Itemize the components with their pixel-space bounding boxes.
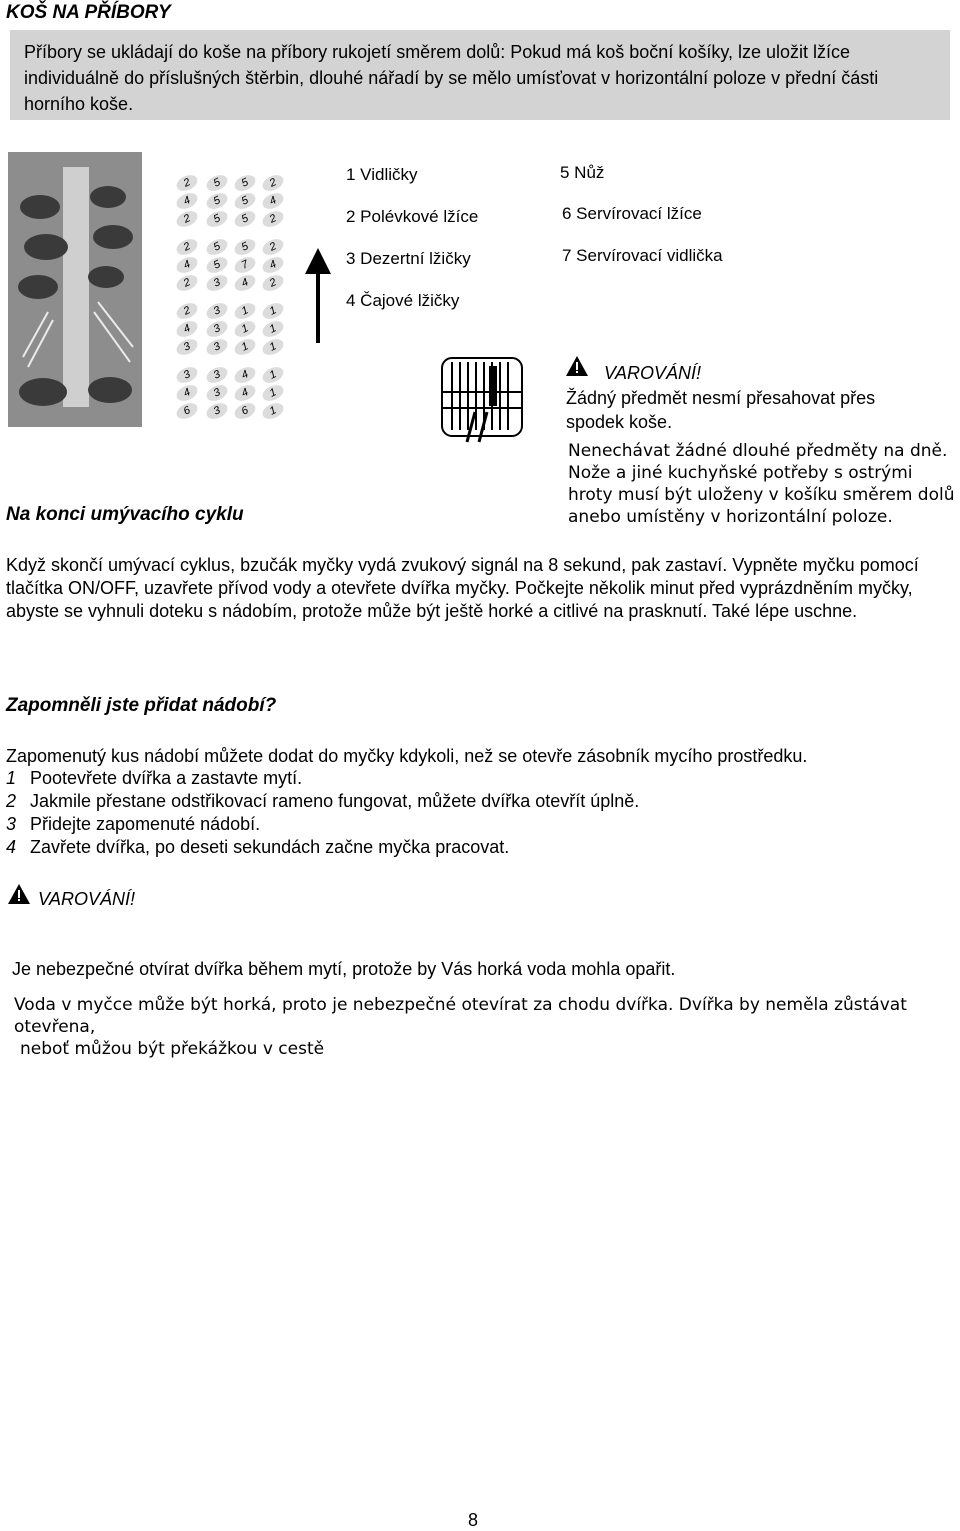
- basket-slot: 3: [204, 336, 230, 358]
- legend-item-3: 3 Dezertní lžičky: [346, 249, 471, 268]
- basket-illustration: [437, 352, 527, 444]
- cutlery-basket-photo: [8, 152, 142, 427]
- long-items-note: Nenechávat žádné dlouhé předměty na dně. Nože a jiné kuchyňské potřeby s ostrými hroty musí být uloženy v košíku směrem dolů anebo umístěny v horizontální poloze.: [568, 441, 955, 527]
- basket-slot: 5: [232, 208, 258, 230]
- basket-slot: 4: [174, 254, 200, 276]
- step-text: Přidejte zapomenuté nádobí.: [30, 814, 261, 834]
- basket-slot: 3: [204, 382, 230, 404]
- legend-item-7: 7 Servírovací vidlička: [562, 246, 723, 265]
- basket-slot: 2: [174, 236, 200, 258]
- basket-slot: 4: [174, 318, 200, 340]
- up-arrow-icon: [303, 248, 333, 343]
- basket-slot: 3: [204, 300, 230, 322]
- basket-slot: 5: [204, 254, 230, 276]
- basket-slot: 4: [232, 364, 258, 386]
- basket-slot: 3: [204, 272, 230, 294]
- step-text: Zavřete dvířka, po deseti sekundách začne myčka pracovat.: [30, 837, 510, 857]
- basket-slot: 5: [204, 190, 230, 212]
- warning-label: VAROVÁNÍ!: [604, 363, 702, 383]
- basket-slot: 5: [204, 236, 230, 258]
- basket-slot: 1: [260, 336, 286, 358]
- basket-slot: 1: [260, 382, 286, 404]
- basket-slot: 3: [204, 400, 230, 422]
- legend-item-5: 5 Nůž: [560, 163, 605, 182]
- open-door-note: [14, 994, 960, 1060]
- page-number: 8: [468, 1510, 479, 1530]
- basket-slot: 1: [260, 300, 286, 322]
- forgot-intro: Zapomenutý kus nádobí můžete dodat do myčky kdykoli, než se otevře zásobník mycího prostředku.: [6, 746, 808, 766]
- basket-slot: 1: [260, 400, 286, 422]
- basket-slot: 3: [204, 364, 230, 386]
- warning-label: VAROVÁNÍ!: [38, 889, 136, 909]
- end-cycle-heading: Na konci umývacího cyklu: [6, 504, 244, 525]
- basket-slot: 3: [174, 364, 200, 386]
- basket-slot: 6: [232, 400, 258, 422]
- basket-slot: 2: [260, 236, 286, 258]
- legend-item-1: 1 Vidličky: [346, 165, 418, 184]
- open-door-note-line: Voda v myčce může být horká, proto je nebezpečné otevírat za chodu dvířka. Dvířka by neměla zůstávat otevřena,: [14, 995, 907, 1037]
- warning-icon: [8, 884, 30, 904]
- step-item: [6, 791, 639, 812]
- basket-slot: 3: [174, 336, 200, 358]
- basket-slot: 1: [232, 318, 258, 340]
- basket-slot: 1: [232, 336, 258, 358]
- legend-item-6: 6 Servírovací lžíce: [562, 204, 702, 223]
- step-number: 3: [6, 814, 17, 834]
- basket-slot: 4: [260, 254, 286, 276]
- basket-slot: 5: [232, 190, 258, 212]
- basket-slot: 2: [174, 300, 200, 322]
- basket-slot: 4: [260, 190, 286, 212]
- warning-text: Žádný předmět nesmí přesahovat přes spodek koše.: [566, 388, 876, 432]
- basket-slot: 2: [174, 208, 200, 230]
- step-item: [6, 837, 509, 858]
- basket-slot: 4: [174, 190, 200, 212]
- open-door-note-line: neboť můžou být překážkou v cestě: [20, 1039, 325, 1059]
- legend-item-4: 4 Čajové lžičky: [346, 291, 460, 310]
- basket-slot: 2: [174, 172, 200, 194]
- legend-item-2: 2 Polévkové lžíce: [346, 207, 479, 226]
- basket-slot: 4: [232, 272, 258, 294]
- step-number: 2: [6, 791, 17, 811]
- basket-slot: 4: [232, 382, 258, 404]
- basket-slot: 2: [260, 172, 286, 194]
- step-text: Jakmile přestane odstřikovací rameno fungovat, můžete dvířka otevřít úplně.: [30, 791, 640, 811]
- basket-slot: 5: [204, 208, 230, 230]
- forgot-heading: Zapomněli jste přidat nádobí?: [6, 695, 277, 716]
- step-number: 1: [6, 768, 17, 788]
- cutlery-photo-illustration: [8, 152, 142, 427]
- warning-icon: [566, 356, 588, 376]
- basket-slot: 7: [232, 254, 258, 276]
- end-cycle-text: Když skončí umývací cyklus, bzučák myčky vydá zvukový signál na 8 sekund, pak zastaví. Vypněte myčku pomocí tlačítka ON/OFF, uzavřete přívod vody a otevřete dvířka myčky. Počkejte několik minut před vyprázdněním myčky, abyste se vyhnuli doteku s nádobím, protože může být ještě horké a citlivé na prasknutí. Také lépe uschne.: [6, 555, 919, 621]
- basket-slot: 5: [204, 172, 230, 194]
- basket-slot: 1: [260, 364, 286, 386]
- step-number: 4: [6, 837, 17, 857]
- step-item: [6, 768, 302, 789]
- intro-box: [10, 30, 950, 120]
- basket-slot: 5: [232, 236, 258, 258]
- basket-slot: 2: [174, 272, 200, 294]
- step-text: Pootevřete dvířka a zastavte mytí.: [30, 768, 303, 788]
- basket-slot: 5: [232, 172, 258, 194]
- basket-slot: 2: [260, 272, 286, 294]
- basket-slot: 6: [174, 400, 200, 422]
- page-title: KOŠ NA PŘÍBORY: [6, 2, 171, 23]
- basket-slot: 4: [174, 382, 200, 404]
- basket-slot: 2: [260, 208, 286, 230]
- intro-text: Příbory se ukládají do koše na příbory rukojetí směrem dolů: Pokud má koš boční košíky, lze uložit lžíce individuálně do příslušných štěrbin, dlouhé nářadí by se mělo umísťovat v horizontální poloze v přední části horního koše.: [24, 42, 879, 114]
- basket-slot-grid: [168, 166, 298, 416]
- hot-water-warning: Je nebezpečné otvírat dvířka během mytí, protože by Vás horká voda mohla opařit.: [12, 959, 676, 979]
- step-item: [6, 814, 260, 835]
- basket-slot: 3: [204, 318, 230, 340]
- basket-slot: 1: [260, 318, 286, 340]
- basket-slot: 1: [232, 300, 258, 322]
